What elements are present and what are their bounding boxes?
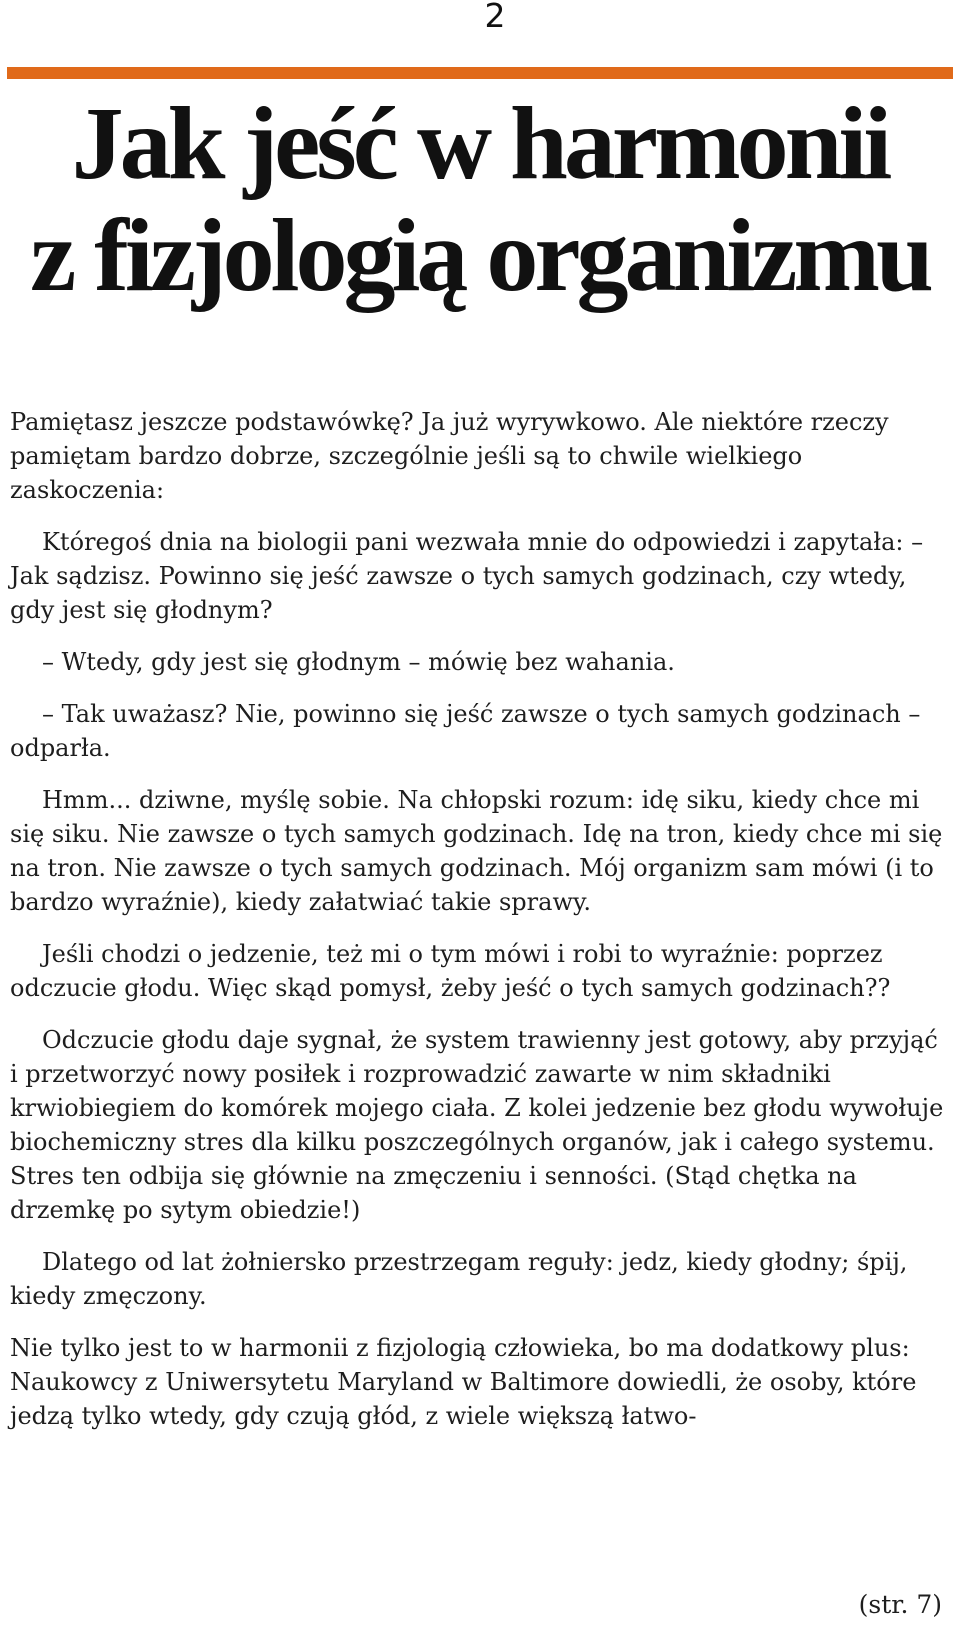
paragraph-hunger-signal: Jeśli chodzi o jedzenie, też mi o tym mówi i robi to wyraźnie: poprzez odczucie głodu. Więc skąd pomysł, żeby jeść o tych samych godzinach??: [10, 940, 891, 1002]
chapter-title: [0, 88, 960, 312]
paragraph-reflection: Hmm... dziwne, myślę sobie. Na chłopski rozum: idę siku, kiedy chce mi się siku. Nie zawsze o tych samych godzinach. Idę na tron, kiedy chce mi się na tron. Nie zawsze o tych samych godzinach. Mój organizm sam mówi (i to bardzo wyraźnie), kiedy załatwiać takie sprawy.: [10, 786, 943, 916]
dialogue-line-teacher: – Tak uważasz? Nie, powinno się jeść zawsze o tych samych godzinach – odparła.: [10, 700, 921, 762]
paragraph-intro: Pamiętasz jeszcze podstawówkę? Ja już wyrywkowo. Ale niektóre rzeczy pamiętam bardzo dobrze, szczególnie jeśli są to chwile wielkiego zaskoczenia:: [10, 408, 889, 504]
page-reference: (str. 7): [858, 1590, 942, 1619]
chapter-title-line-2: z fizjologią organizmu: [30, 198, 930, 313]
dialogue-line-answer: – Wtedy, gdy jest się głodnym – mówię bez wahania.: [42, 648, 675, 676]
paragraph-digestion: Odczucie głodu daje sygnał, że system trawienny jest gotowy, aby przyjąć i przetworzyć nowy posiłek i rozprowadzić zawarte w nim składniki krwiobiegiem do komórek mojego ciała. Z kolei jedzenie bez głodu wywołuje biochemiczny stres dla kilku poszczególnych organów, jak i całego systemu. Stres ten odbija się głównie na zmęczeniu i senności. (Stąd chętka na drzemkę po sytym obiedzie!): [10, 1026, 944, 1224]
chapter-number: 2: [484, 0, 506, 35]
header-rule: [7, 67, 953, 79]
paragraph-research: Nie tylko jest to w harmonii z fizjologią człowieka, bo ma dodatkowy plus: Naukowcy z Uniwersytetu Maryland w Baltimore dowiedli, że osoby, które jedzą tylko wtedy, gdy czują głód, z wiele większą łatwo-: [10, 1334, 917, 1430]
chapter-title-line-1: Jak jeść w harmonii: [71, 86, 889, 201]
paragraph-rule: Dlatego od lat żołniersko przestrzegam reguły: jedz, kiedy głodny; śpij, kiedy zmęczony.: [10, 1248, 908, 1310]
paragraph-biology-question: Któregoś dnia na biologii pani wezwała mnie do odpowiedzi i zapytała: – Jak sądzisz. Powinno się jeść zawsze o tych samych godzinach, czy wtedy, gdy jest się głodnym?: [10, 528, 924, 624]
body-text: [10, 405, 950, 1451]
